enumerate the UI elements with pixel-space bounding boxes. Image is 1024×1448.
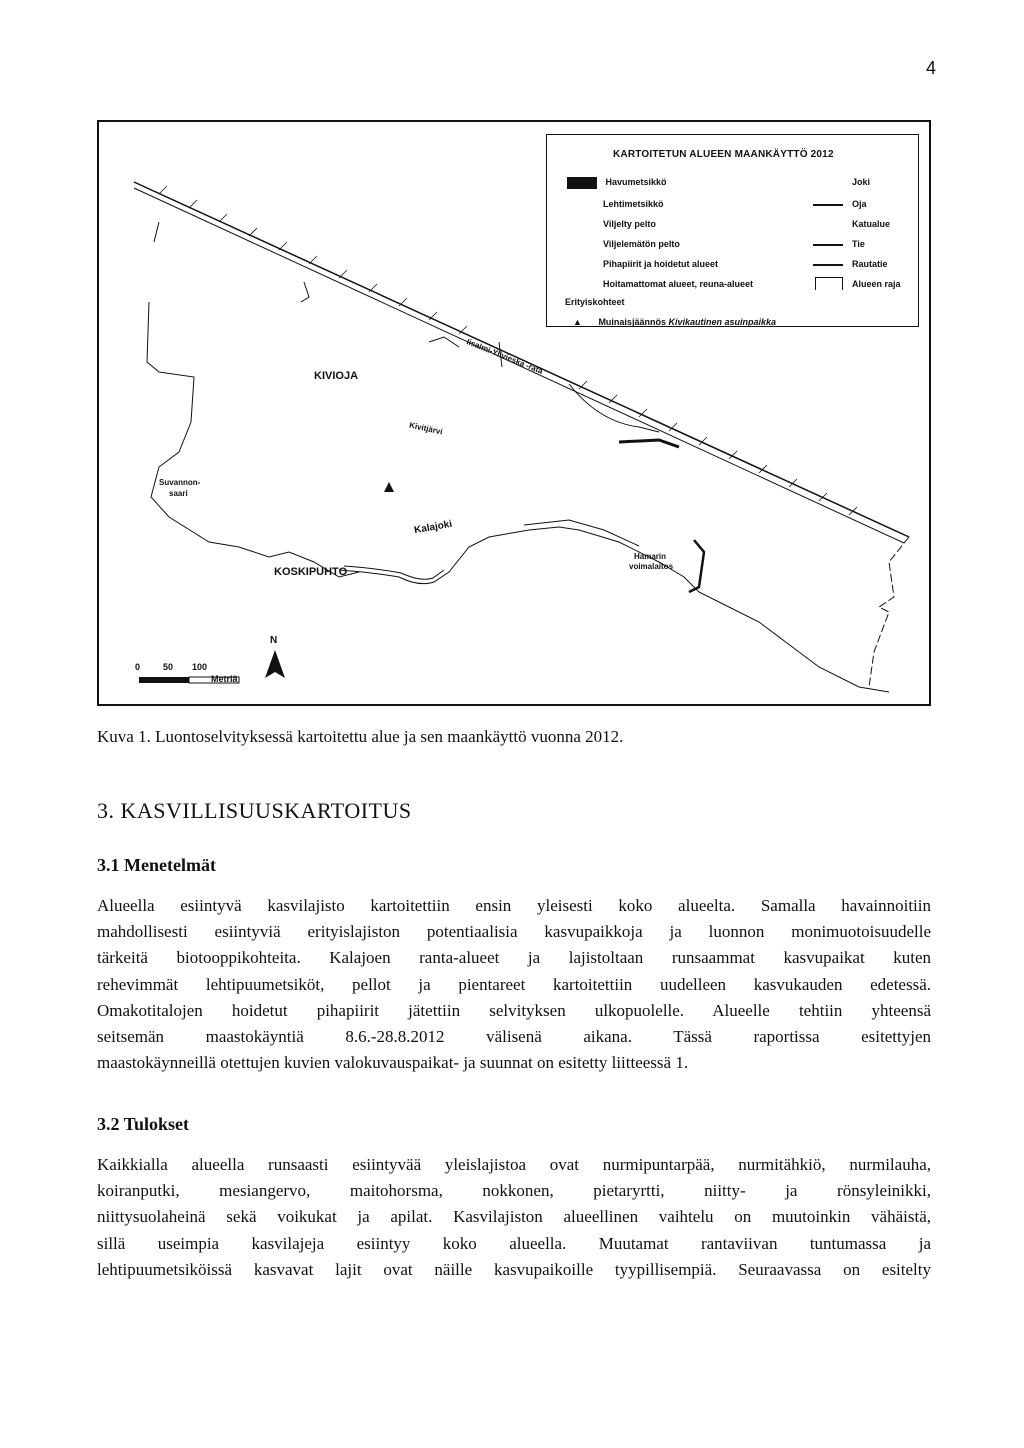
- paragraph-tulokset: [97, 1152, 931, 1283]
- label-railway: Iisalmi-Ylivieska -rata: [465, 337, 545, 376]
- heading-menetelmat: 3.1 Menetelmät: [97, 855, 216, 875]
- legend-title: KARTOITETUN ALUEEN MAANKÄYTTÖ 2012: [613, 149, 834, 160]
- label-kivitjarvi: Kivitjärvi: [408, 420, 444, 437]
- text-line: koiranputki, mesiangervo, maitohorsma, nokkonen, pietaryrtti, niitty- ja rönsyleinikki,: [97, 1181, 931, 1201]
- legend-item-havumetsikko: Havumetsikkö: [567, 177, 667, 189]
- legend-item-rautatie: Rautatie: [852, 259, 888, 269]
- text-line: maastokäynneillä otettujen kuvien valokuvauspaikat- ja suunnat on esitetty liitteessä 1.: [97, 1053, 689, 1073]
- text-line: seitsemän maastokäyntiä 8.6.-28.8.2012 välisenä aikana. Tässä raportissa esitettyjen: [97, 1026, 931, 1046]
- legend-item-oja: Oja: [852, 199, 867, 209]
- legend-swatch-icon: [567, 177, 597, 189]
- label-kalajoki: Kalajoki: [413, 518, 454, 537]
- text-line: tärkeitä biotooppikohteita. Kalajoen ranta-alueet ja lajistoltaan runsaammat kasvupaikat kuten: [97, 948, 931, 968]
- legend-item-viljelty-pelto: Viljelty pelto: [603, 219, 656, 229]
- label-hamarin-1: Hamarin: [634, 552, 667, 561]
- legend-line-icon: [813, 244, 843, 246]
- text-line: sillä useimpia kasvilajeja esiintyy koko alueella. Muutamat rantaviivan tuntumassa ja: [97, 1233, 931, 1253]
- north-label: N: [270, 635, 278, 646]
- legend-box-icon: [815, 277, 843, 290]
- legend-item-katualue: Katualue: [852, 219, 891, 229]
- legend-item-tie: Tie: [852, 239, 865, 249]
- text-line: Omakotitalojen hoidetut pihapiirit jätettiin selvityksen ulkopuolelle. Alueelle tehtiin yhteensä: [97, 1000, 931, 1020]
- legend-item-viljelematon-pelto: Viljelemätön pelto: [603, 239, 680, 249]
- text-line: rehevimmät lehtipuumetsiköt, pellot ja pientareet kartoitettiin uudelleen kasvukauden edetessä.: [97, 974, 931, 994]
- text-line: niittysuolaheinä sekä voikukat ja apilat. Kasvilajiston alueellinen vaihtelu on muutoinkin vähäistä,: [97, 1207, 931, 1227]
- text-line: lehtipuumetsiköissä kasvavat lajit ovat näille kasvupaikoille tyypillisempiä. Seuraavassa on esitelty: [97, 1259, 931, 1279]
- label-kivioja: KIVIOJA: [314, 370, 359, 382]
- legend-line-icon: [813, 204, 843, 206]
- label-suvannonsaari-2: saari: [169, 489, 188, 498]
- legend-line-icon: [813, 264, 843, 266]
- figure-caption: Kuva 1. Luontoselvityksessä kartoitettu alue ja sen maankäyttö vuonna 2012.: [97, 727, 624, 746]
- label-suvannonsaari-1: Suvannon-: [159, 478, 201, 487]
- map-legend: [546, 134, 919, 327]
- heading-kasvillisuuskartoitus: 3. KASVILLISUUSKARTOITUS: [97, 798, 412, 823]
- text-line: mahdollisesti esiintyviä erityislajiston potentiaalisia kasvupaikkoja ja luonnon monimuotoisuudelle: [97, 922, 931, 942]
- legend-item-hoitamattomat: Hoitamattomat alueet, reuna-alueet: [603, 279, 754, 289]
- legend-item-muinaisjaannos: ▲ Muinaisjäännös Kivikautinen asuinpaikka: [573, 317, 777, 327]
- legend-item-joki: Joki: [852, 177, 871, 187]
- heading-tulokset: 3.2 Tulokset: [97, 1114, 190, 1134]
- paragraph-menetelmat: [97, 893, 931, 1076]
- legend-item-pihapiirit: Pihapiirit ja hoidetut alueet: [603, 259, 719, 269]
- scale-tick-100: 100: [192, 662, 208, 672]
- text-line: Kaikkialla alueella runsaasti esiintyvää yleislajistoa ovat nurmipuntarpää, nurmitähkiö, nurmilauha,: [97, 1155, 931, 1174]
- scale-tick-0: 0: [135, 662, 141, 672]
- text-line: Alueella esiintyvä kasvilajisto kartoitettiin ensin yleisesti koko alueelta. Samalla havainnoitiin: [97, 896, 931, 915]
- scale-tick-50: 50: [163, 662, 174, 672]
- legend-item-lehtimetsikko: Lehtimetsikkö: [603, 199, 664, 209]
- land-use-map: [97, 120, 931, 706]
- legend-item-alueen-raja: Alueen raja: [852, 279, 901, 289]
- page-number: 4: [925, 58, 936, 78]
- label-hamarin-2: voimalaitos: [629, 562, 674, 571]
- scale-unit: Metriä: [211, 674, 238, 684]
- label-koskipuhto: KOSKIPUHTO: [274, 566, 348, 578]
- triangle-icon: ▲: [573, 317, 582, 327]
- legend-special-heading: Erityiskohteet: [565, 297, 625, 307]
